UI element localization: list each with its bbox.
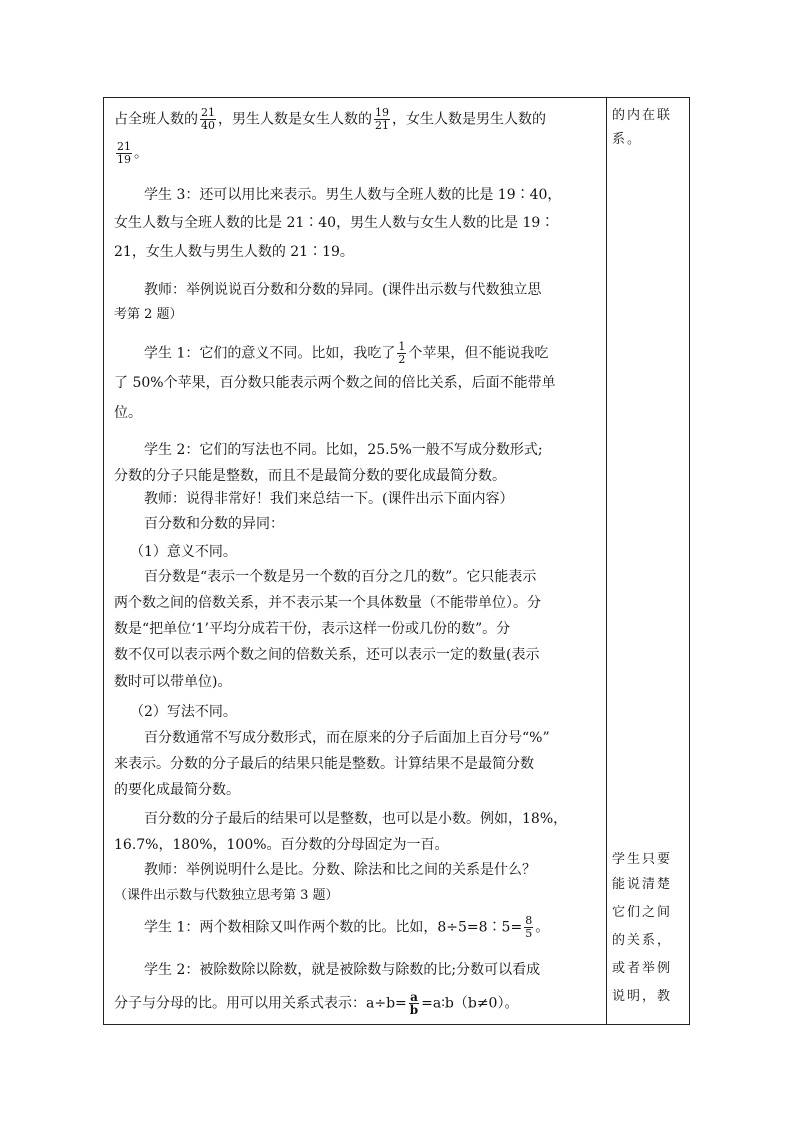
side-note-line: 或者举例 [612,961,673,976]
text-line [114,107,546,132]
text-line: 学生 2：它们的写法也不同。比如，25.5%一般不写成分数形式; [144,442,543,458]
text-line: 两个数之间的倍数关系，并不表示某一个具体数量（不能带单位）。分 [114,595,541,611]
numerator: 19 [375,106,389,119]
denominator: 19 [117,153,131,166]
denominator: 5 [525,927,533,940]
text-line: 16.7%，180%，100%。百分数的分母固定为一百。 [114,837,449,853]
side-note-line: 说明，教 [612,989,673,1004]
text-line: 数时可以带单位)。 [114,674,232,690]
text: 分子与分母的比。用可以用关系式表示：a÷b= [114,995,407,1012]
side-note-line: 的内在联 [612,108,673,123]
column-divider [606,98,607,1024]
fraction [397,341,406,366]
text-line [114,991,518,1016]
numerator: 8 [525,914,533,927]
numerator: 21 [201,106,215,119]
side-note-line: 系。 [612,132,643,147]
text-line: 教师：举例说说百分数和分数的异同。(课件出示数与代数独立思 [144,282,542,298]
text-line: 女生人数与全班人数的比是 21∶40，男生人数与女生人数的比是 19∶ [114,215,555,231]
text-line: 的要化成最简分数。 [114,782,240,798]
text-line: 位。 [114,405,142,421]
text-line: （1）意义不同。 [130,544,237,560]
text-line [144,341,548,366]
denominator: b [409,1003,419,1017]
text-line: 分数的分子只能是整数，而且不是最简分数的要化成最简分数。 [114,468,506,484]
text-line: 百分数和分数的异同： [144,516,284,532]
text-line: 21，女生人数与男生人数的 21∶19。 [114,244,354,260]
numerator: 1 [398,340,406,353]
text: ，女生人数是男生人数的 [392,111,546,128]
text-line: 百分数通常不写成分数形式，而在原来的分子后面加上百分号“%” [144,730,550,746]
fraction [200,107,216,132]
text: 学生 1：两个数相除又叫作两个数的比。比如，8÷5=8∶5= [144,919,523,936]
text-line: 学生 2：被除数除以除数，就是被除数与除数的比;分数可以看成 [144,962,541,978]
text: 。 [535,919,550,936]
text: 学生 1：它们的意义不同。比如，我吃了 [144,345,396,362]
text-line: （2）写法不同。 [130,704,237,720]
text-line: 教师：举例说明什么是比。分数、除法和比之间的关系是什么？ [144,862,536,878]
side-note-line: 的关系， [612,933,673,948]
fraction [374,107,390,132]
text-line: 数不仅可以表示两个数之间的倍数关系，还可以表示一定的数量(表示 [114,647,540,663]
text-line: 教师：说得非常好！我们来总结一下。(课件出示下面内容） [144,491,514,507]
lesson-table [103,97,690,1025]
text-line: 了 50%个苹果，百分数只能表示两个数之间的倍比关系，后面不能带单 [114,375,556,391]
text-line: 学生 3：还可以用比来表示。男生人数与全班人数的比是 19∶40， [144,187,562,203]
denominator: 40 [201,119,215,132]
numerator: 21 [117,140,131,153]
text: 占全班人数的 [114,111,198,128]
text-line: 数是“把单位‘1’平均分成若干份，表示这样一份或几份的数”。分 [114,621,511,637]
text: 个苹果，但不能说我吃 [408,345,549,362]
side-note-line: 学生只要 [612,852,673,867]
text-line: 来表示。分数的分子最后的结果只能是整数。计算结果不是最简分数 [114,756,534,772]
text-line [114,141,148,166]
text-line: 考第 2 题） [114,307,183,322]
fraction [409,991,419,1016]
numerator: a [410,990,418,1004]
text: =a∶b（b≠0）。 [421,995,519,1012]
side-note-line: 能说清楚 [612,877,673,892]
text-line: 百分数的分子最后的结果可以是整数，也可以是小数。例如，18%， [144,811,568,827]
fraction [524,915,533,940]
text-line: 百分数是“表示一个数是另一个数的百分之几的数”。它只能表示 [144,569,537,585]
denominator: 2 [398,353,406,366]
text-line [144,915,549,940]
fraction [116,141,132,166]
text: ，男生人数是女生人数的 [218,111,372,128]
side-note-line: 它们之间 [612,905,673,920]
denominator: 21 [375,119,389,132]
text-line: （课件出示数与代数独立思考第 3 题） [114,888,339,903]
text: 。 [134,145,148,162]
